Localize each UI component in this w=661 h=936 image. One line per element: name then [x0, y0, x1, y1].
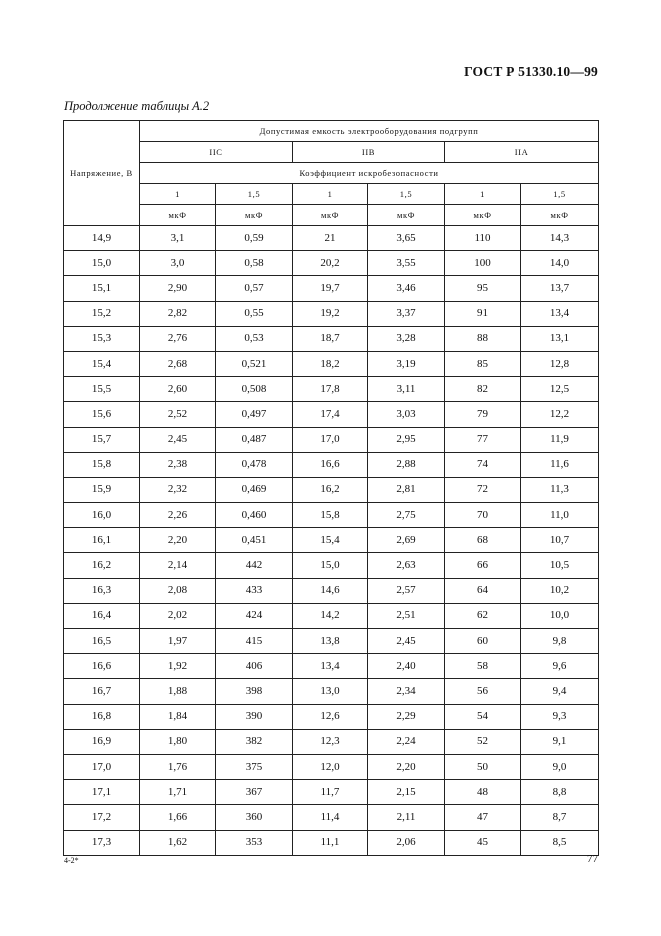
capacitance-cell: 2,06 — [368, 830, 445, 855]
capacitance-cell: 2,76 — [140, 326, 216, 351]
capacitance-cell: 10,0 — [521, 603, 599, 628]
capacitance-cell: 77 — [445, 427, 521, 452]
capacitance-cell: 398 — [216, 679, 293, 704]
unit-cell: мкФ — [368, 205, 445, 226]
capacitance-cell: 406 — [216, 654, 293, 679]
table-row — [64, 326, 599, 351]
voltage-cell: 16,1 — [64, 528, 140, 553]
coefficient-cell: 1,5 — [368, 184, 445, 205]
coefficient-cell: 1 — [140, 184, 216, 205]
table-row — [64, 452, 599, 477]
voltage-cell: 16,2 — [64, 553, 140, 578]
capacitance-cell: 62 — [445, 603, 521, 628]
capacitance-cell: 100 — [445, 251, 521, 276]
voltage-cell: 15,6 — [64, 402, 140, 427]
capacitance-cell: 9,0 — [521, 754, 599, 779]
table-row — [64, 754, 599, 779]
capacitance-cell: 13,7 — [521, 276, 599, 301]
capacitance-cell: 1,97 — [140, 629, 216, 654]
capacitance-cell: 17,4 — [293, 402, 368, 427]
table-row — [64, 805, 599, 830]
capacitance-cell: 14,6 — [293, 578, 368, 603]
capacitance-cell: 0,521 — [216, 351, 293, 376]
capacitance-cell: 48 — [445, 780, 521, 805]
capacitance-cell: 2,34 — [368, 679, 445, 704]
capacitance-cell: 58 — [445, 654, 521, 679]
subgroup-header-iib: IIВ — [293, 142, 445, 163]
capacitance-cell: 17,8 — [293, 377, 368, 402]
voltage-cell: 17,1 — [64, 780, 140, 805]
unit-row — [64, 205, 599, 226]
capacitance-cell: 1,62 — [140, 830, 216, 855]
capacitance-cell: 2,15 — [368, 780, 445, 805]
capacitance-cell: 9,6 — [521, 654, 599, 679]
capacitance-cell: 15,0 — [293, 553, 368, 578]
table-row — [64, 830, 599, 855]
capacitance-cell: 3,46 — [368, 276, 445, 301]
voltage-cell: 16,6 — [64, 654, 140, 679]
capacitance-cell: 2,60 — [140, 377, 216, 402]
capacitance-cell: 424 — [216, 603, 293, 628]
capacitance-cell: 88 — [445, 326, 521, 351]
capacitance-cell: 2,81 — [368, 477, 445, 502]
capacitance-cell: 3,19 — [368, 351, 445, 376]
capacitance-cell: 0,469 — [216, 477, 293, 502]
capacitance-cell: 2,11 — [368, 805, 445, 830]
capacitance-cell: 2,24 — [368, 729, 445, 754]
table-body — [64, 226, 599, 856]
coefficient-cell: 1,5 — [521, 184, 599, 205]
capacitance-cell: 2,20 — [368, 754, 445, 779]
voltage-cell: 16,9 — [64, 729, 140, 754]
capacitance-cell: 375 — [216, 754, 293, 779]
capacitance-cell: 442 — [216, 553, 293, 578]
capacitance-cell: 11,7 — [293, 780, 368, 805]
voltage-cell: 15,3 — [64, 326, 140, 351]
capacitance-cell: 0,451 — [216, 528, 293, 553]
capacitance-cell: 13,8 — [293, 629, 368, 654]
capacitance-cell: 2,57 — [368, 578, 445, 603]
capacitance-cell: 11,1 — [293, 830, 368, 855]
table-row — [64, 477, 599, 502]
capacitance-cell: 1,66 — [140, 805, 216, 830]
capacitance-cell: 3,0 — [140, 251, 216, 276]
capacitance-cell: 16,2 — [293, 477, 368, 502]
voltage-cell: 16,4 — [64, 603, 140, 628]
voltage-cell: 16,5 — [64, 629, 140, 654]
capacitance-cell: 2,45 — [368, 629, 445, 654]
voltage-cell: 14,9 — [64, 226, 140, 251]
capacitance-cell: 82 — [445, 377, 521, 402]
capacitance-cell: 0,57 — [216, 276, 293, 301]
capacitance-cell: 16,6 — [293, 452, 368, 477]
capacitance-cell: 0,478 — [216, 452, 293, 477]
capacitance-cell: 12,8 — [521, 351, 599, 376]
table-row — [64, 679, 599, 704]
capacitance-cell: 15,4 — [293, 528, 368, 553]
capacitance-cell: 11,4 — [293, 805, 368, 830]
table-row — [64, 578, 599, 603]
voltage-cell: 15,7 — [64, 427, 140, 452]
table-row — [64, 226, 599, 251]
capacitance-cell: 2,45 — [140, 427, 216, 452]
capacitance-cell: 68 — [445, 528, 521, 553]
capacitance-cell: 12,0 — [293, 754, 368, 779]
capacitance-cell: 91 — [445, 301, 521, 326]
capacitance-cell: 1,76 — [140, 754, 216, 779]
capacitance-cell: 2,26 — [140, 503, 216, 528]
table-row — [64, 704, 599, 729]
capacitance-cell: 1,80 — [140, 729, 216, 754]
capacitance-cell: 0,497 — [216, 402, 293, 427]
capacitance-cell: 12,6 — [293, 704, 368, 729]
capacitance-cell: 415 — [216, 629, 293, 654]
capacitance-cell: 0,508 — [216, 377, 293, 402]
table-header — [64, 121, 599, 226]
capacitance-cell: 2,63 — [368, 553, 445, 578]
coefficient-cell: 1,5 — [216, 184, 293, 205]
capacitance-cell: 3,28 — [368, 326, 445, 351]
capacitance-cell: 3,37 — [368, 301, 445, 326]
table-row — [64, 528, 599, 553]
capacitance-cell: 1,92 — [140, 654, 216, 679]
capacitance-cell: 3,11 — [368, 377, 445, 402]
capacitance-cell: 10,2 — [521, 578, 599, 603]
voltage-cell: 16,8 — [64, 704, 140, 729]
capacitance-cell: 11,3 — [521, 477, 599, 502]
capacitance-cell: 1,71 — [140, 780, 216, 805]
capacitance-cell: 0,487 — [216, 427, 293, 452]
capacitance-cell: 2,20 — [140, 528, 216, 553]
table-row — [64, 780, 599, 805]
capacitance-cell: 66 — [445, 553, 521, 578]
voltage-cell: 15,2 — [64, 301, 140, 326]
capacitance-cell: 10,7 — [521, 528, 599, 553]
capacitance-cell: 11,9 — [521, 427, 599, 452]
capacitance-cell: 10,5 — [521, 553, 599, 578]
capacitance-cell: 18,7 — [293, 326, 368, 351]
voltage-cell: 16,7 — [64, 679, 140, 704]
capacitance-cell: 0,58 — [216, 251, 293, 276]
capacitance-cell: 2,38 — [140, 452, 216, 477]
coefficient-cell: 1 — [445, 184, 521, 205]
capacitance-cell: 70 — [445, 503, 521, 528]
capacitance-cell: 0,460 — [216, 503, 293, 528]
capacitance-cell: 50 — [445, 754, 521, 779]
capacitance-cell: 14,0 — [521, 251, 599, 276]
capacitance-cell: 56 — [445, 679, 521, 704]
capacitance-cell: 2,08 — [140, 578, 216, 603]
capacitance-cell: 52 — [445, 729, 521, 754]
capacitance-cell: 21 — [293, 226, 368, 251]
unit-cell: мкФ — [216, 205, 293, 226]
voltage-cell: 17,3 — [64, 830, 140, 855]
capacitance-cell: 353 — [216, 830, 293, 855]
capacitance-cell: 12,5 — [521, 377, 599, 402]
table-row — [64, 553, 599, 578]
capacitance-cell: 2,29 — [368, 704, 445, 729]
capacitance-cell: 110 — [445, 226, 521, 251]
capacitance-cell: 382 — [216, 729, 293, 754]
footer-sheet-mark: 4-2* — [64, 856, 79, 865]
voltage-cell: 16,0 — [64, 503, 140, 528]
voltage-column-header: Напряжение, В — [64, 121, 140, 226]
capacitance-cell: 19,7 — [293, 276, 368, 301]
capacitance-cell: 3,1 — [140, 226, 216, 251]
capacitance-cell: 2,95 — [368, 427, 445, 452]
capacitance-cell: 12,2 — [521, 402, 599, 427]
table-caption: Продолжение таблицы А.2 — [64, 99, 210, 113]
capacitance-cell: 13,4 — [521, 301, 599, 326]
capacitance-cell: 390 — [216, 704, 293, 729]
capacitance-cell: 3,65 — [368, 226, 445, 251]
capacitance-table — [63, 120, 599, 856]
capacitance-cell: 2,02 — [140, 603, 216, 628]
table-row — [64, 276, 599, 301]
capacitance-cell: 15,8 — [293, 503, 368, 528]
unit-cell: мкФ — [521, 205, 599, 226]
voltage-cell: 15,1 — [64, 276, 140, 301]
unit-cell: мкФ — [140, 205, 216, 226]
capacitance-cell: 79 — [445, 402, 521, 427]
capacitance-cell: 2,32 — [140, 477, 216, 502]
voltage-cell: 16,3 — [64, 578, 140, 603]
capacitance-cell: 95 — [445, 276, 521, 301]
capacitance-cell: 9,3 — [521, 704, 599, 729]
capacitance-cell: 2,75 — [368, 503, 445, 528]
capacitance-cell: 433 — [216, 578, 293, 603]
capacitance-cell: 0,53 — [216, 326, 293, 351]
capacitance-cell: 2,40 — [368, 654, 445, 679]
capacitance-cell: 13,4 — [293, 654, 368, 679]
page-number: 77 — [587, 853, 598, 865]
capacitance-cell: 2,68 — [140, 351, 216, 376]
capacitance-cell: 8,7 — [521, 805, 599, 830]
capacitance-cell: 9,4 — [521, 679, 599, 704]
capacitance-cell: 1,84 — [140, 704, 216, 729]
capacitance-cell: 47 — [445, 805, 521, 830]
group-header: Допустимая емкость электрооборудования подгрупп — [140, 121, 599, 142]
table-row — [64, 503, 599, 528]
capacitance-cell: 1,88 — [140, 679, 216, 704]
capacitance-cell: 2,52 — [140, 402, 216, 427]
table-row — [64, 603, 599, 628]
coefficient-header: Коэффициент искробезопасности — [140, 163, 599, 184]
voltage-cell: 17,0 — [64, 754, 140, 779]
capacitance-cell: 74 — [445, 452, 521, 477]
table-row — [64, 251, 599, 276]
table-row — [64, 729, 599, 754]
capacitance-cell: 8,8 — [521, 780, 599, 805]
capacitance-cell: 367 — [216, 780, 293, 805]
capacitance-cell: 0,59 — [216, 226, 293, 251]
capacitance-cell: 45 — [445, 830, 521, 855]
coefficient-row — [64, 184, 599, 205]
capacitance-cell: 3,03 — [368, 402, 445, 427]
voltage-cell: 15,5 — [64, 377, 140, 402]
table-row — [64, 427, 599, 452]
subgroup-header-iic: IIС — [140, 142, 293, 163]
unit-cell: мкФ — [445, 205, 521, 226]
capacitance-cell: 11,0 — [521, 503, 599, 528]
capacitance-cell: 2,69 — [368, 528, 445, 553]
capacitance-cell: 360 — [216, 805, 293, 830]
table-row — [64, 654, 599, 679]
document-id: ГОСТ Р 51330.10—99 — [464, 64, 598, 79]
capacitance-cell: 18,2 — [293, 351, 368, 376]
capacitance-cell: 72 — [445, 477, 521, 502]
coefficient-cell: 1 — [293, 184, 368, 205]
capacitance-cell: 14,2 — [293, 603, 368, 628]
table-row — [64, 351, 599, 376]
capacitance-cell: 3,55 — [368, 251, 445, 276]
capacitance-cell: 20,2 — [293, 251, 368, 276]
capacitance-cell: 64 — [445, 578, 521, 603]
table-row — [64, 402, 599, 427]
unit-cell: мкФ — [293, 205, 368, 226]
subgroup-header-iia: IIА — [445, 142, 599, 163]
capacitance-cell: 2,82 — [140, 301, 216, 326]
voltage-cell: 15,8 — [64, 452, 140, 477]
voltage-cell: 17,2 — [64, 805, 140, 830]
capacitance-cell: 8,5 — [521, 830, 599, 855]
capacitance-cell: 2,14 — [140, 553, 216, 578]
capacitance-cell: 0,55 — [216, 301, 293, 326]
capacitance-cell: 17,0 — [293, 427, 368, 452]
capacitance-cell: 2,88 — [368, 452, 445, 477]
capacitance-cell: 60 — [445, 629, 521, 654]
capacitance-cell: 19,2 — [293, 301, 368, 326]
capacitance-cell: 11,6 — [521, 452, 599, 477]
voltage-cell: 15,9 — [64, 477, 140, 502]
capacitance-cell: 2,51 — [368, 603, 445, 628]
table-row — [64, 301, 599, 326]
capacitance-cell: 85 — [445, 351, 521, 376]
capacitance-cell: 9,8 — [521, 629, 599, 654]
capacitance-cell: 9,1 — [521, 729, 599, 754]
capacitance-cell: 54 — [445, 704, 521, 729]
capacitance-cell: 2,90 — [140, 276, 216, 301]
capacitance-cell: 13,1 — [521, 326, 599, 351]
capacitance-cell: 13,0 — [293, 679, 368, 704]
table-row — [64, 377, 599, 402]
capacitance-cell: 12,3 — [293, 729, 368, 754]
table-row — [64, 629, 599, 654]
voltage-cell: 15,0 — [64, 251, 140, 276]
voltage-cell: 15,4 — [64, 351, 140, 376]
capacitance-cell: 14,3 — [521, 226, 599, 251]
